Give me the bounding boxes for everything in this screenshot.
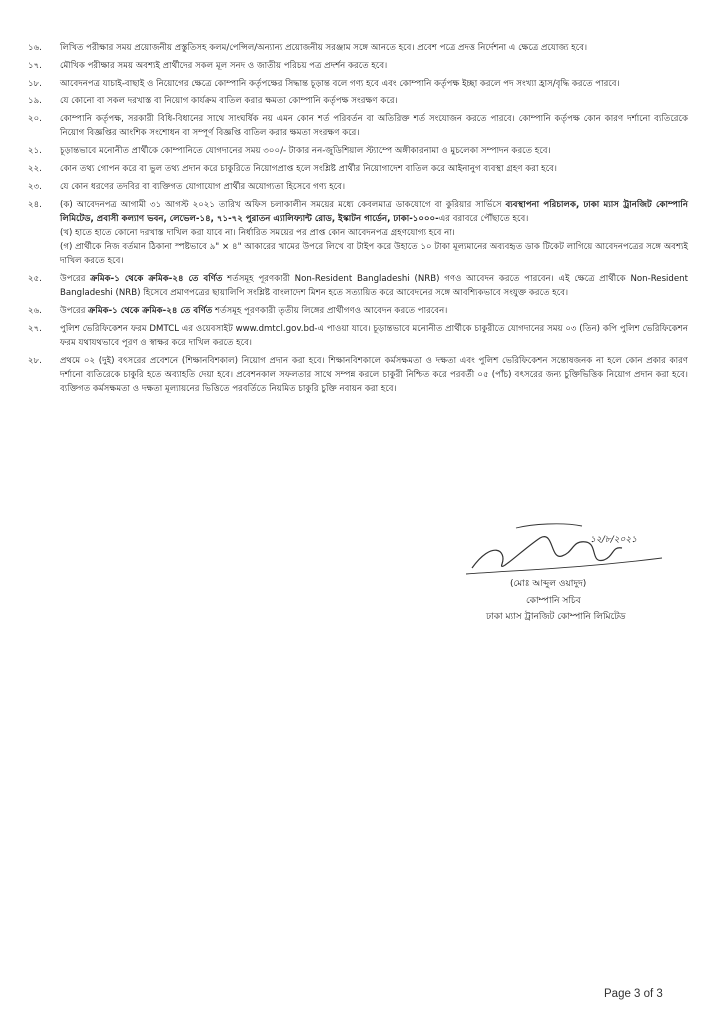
list-item (28, 162, 688, 176)
text-run: আবেদনপত্র যাচাই-বাছাই ও নিয়োগের ক্ষেত্রে কোম্পানি কর্তৃপক্ষের সিদ্ধান্ত চূড়ান্ত বলে গণ্য হবে এবং কোম্পানি কর্তৃপক্ষ ইচ্ছা করলে পদ সংখ্যা হ্রাস/বৃদ্ধি করতে পারবে। (60, 78, 620, 89)
list-item (28, 41, 688, 55)
item-text (60, 41, 688, 55)
text-run: উপরের (60, 306, 89, 317)
text-run: (ক) আবেদনপত্র আগামী ৩১ আগস্ট ২০২১ তারিখ অফিস চলাকালীন সময়ের মধ্যে কেবলমাত্র ডাকযোগে বা কুরিয়ার সার্ভিসে (60, 199, 506, 210)
list-item (28, 322, 688, 350)
item-number: ২৪. (28, 199, 42, 210)
signatory-title: কোম্পানি সচিব (526, 596, 581, 606)
item-paragraph (60, 304, 688, 318)
item-number: ২০. (28, 114, 42, 125)
list-item (28, 59, 688, 73)
item-text (60, 162, 688, 176)
item-text (60, 77, 688, 91)
item-number: ১৮. (28, 78, 42, 89)
text-run: প্রথমে ০২ (দুই) বৎসরের প্রবেশনে (শিক্ষানবিশকাল) নিয়োগ প্রদান করা হবে। শিক্ষানবিশকালে কর্মসক্ষমতা ও দক্ষতা এবং পুলিশ ভেরিফিকেশন সন্তোষজনক না হলে কোন প্রকার কারণ দর্শানো ব্যতিরেকে চাকুরি হতে অব্যাহতি দেয়া হবে। প্রবেশনকাল সফলতার সাথে সম্পন্ন করলে চাকুরী নিশ্চিত করে পরবর্তী ০৫ (পাঁচ) বৎসরের জন্য চুক্তিভিত্তিক নিয়োগ প্রদান করা হবে। ব্যক্তিগত কর্মসক্ষমতা ও দক্ষতা মূল্যায়নের ভিত্তিতে পরবর্তিতে নিয়মিত চাকুরি চুক্তি নবায়ন করা হবে। (60, 355, 688, 395)
signatory-name: (মোঃ আব্দুল ওয়াদুদ) (510, 579, 587, 589)
text-run: মৌখিক পরীক্ষার সময় অবশ্যই প্রার্থীদের সকল মূল সনদ ও জাতীয় পরিচয় পত্র প্রদর্শন করতে হবে। (60, 60, 388, 71)
text-run: উপরের (60, 274, 91, 285)
bold-text: ক্রমিক-১ থেকে ক্রমিক-২৪ তে বর্ণিত (88, 306, 213, 317)
item-paragraph (60, 162, 688, 176)
item-paragraph (60, 322, 688, 350)
item-number: ২২. (28, 163, 42, 174)
item-paragraph (60, 59, 688, 73)
item-text (60, 198, 688, 269)
item-number: ২১. (28, 146, 42, 157)
text-run: যে কোন ধরণের তদবির বা ব্যক্তিগত যোগাযোগ প্রার্থীর অযোগ্যতা হিসেবে গণ্য হবে। (60, 181, 346, 192)
item-paragraph (60, 112, 688, 140)
list-item (28, 198, 688, 269)
signature-date: ১২/৮/২০২১ (590, 535, 637, 545)
handwritten-signature-icon (462, 520, 692, 580)
item-text (60, 322, 688, 350)
text-run: চূড়ান্তভাবে মনোনীত প্রার্থীকে কোম্পানিতে যোগদানের সময় ৩০০/- টাকার নন-জুডিশিয়াল স্ট্যাম্পে অঙ্গীকারনামা ও মুচলেকা সম্পাদন করতে হবে। (60, 146, 551, 157)
item-paragraph (60, 94, 688, 108)
item-number: ১৯. (28, 96, 42, 107)
item-paragraph (60, 198, 688, 226)
item-paragraph (60, 226, 688, 240)
text-run: লিখিত পরীক্ষার সময় প্রয়োজনীয় প্রস্তুতিসহ কলম/পেন্সিল/অন্যান্য প্রয়োজনীয় সরঞ্জাম সঙ্গে আনতে হবে। প্রবেশ পত্রে প্রদত্ত নির্দেশনা এ ক্ষেত্রে প্রযোজ্য হবে। (60, 43, 588, 53)
item-paragraph (60, 240, 688, 268)
item-number: ২৩. (28, 181, 42, 192)
text-run: (খ) হাতে হাতে কোনো দরখাস্ত দাখিল করা যাবে না। নির্ধারিত সময়ের পর প্রাপ্ত কোন আবেদনপত্র গ্রহণযোগ্য হবে না। (60, 227, 455, 238)
item-paragraph (60, 180, 688, 194)
bold-text: ব্যবস্থাপনা পরিচালক, ঢাকা ম্যাস ট্রানজিট কোম্পানি লিমিটেড, প্রবাসী কল্যাণ ভবন, লেভেল-১৪, ৭১-৭২ পুরাতন এ্যালিফ্যান্ট রোড, ইস্কাটন গার্ডেন, ঢাকা-১০০০- (60, 199, 689, 224)
item-text (60, 180, 688, 194)
item-text (60, 354, 688, 397)
list-item (28, 112, 688, 140)
item-paragraph (60, 41, 688, 55)
text-run: যে কোনো বা সকল দরখাস্ত বা নিয়োগ কার্যক্রম বাতিল করার ক্ষমতা কোম্পানি কর্তৃপক্ষ সংরক্ষণ করে। (60, 96, 398, 107)
item-number: ২৬. (28, 306, 42, 317)
item-number: ১৭. (28, 60, 42, 71)
text-run: এর বরাবরে পৌঁছাতে হবে। (438, 213, 529, 224)
list-item (28, 354, 688, 397)
item-text (60, 304, 688, 318)
text-run: কোম্পানি কর্তৃপক্ষ, সরকারী বিধি-বিধানের সাথে সাংঘর্ষিক নয় এমন কোন শর্ত পরিবর্তন বা অতিরিক্ত শর্ত সংযোজন করতে পারবে। কোম্পানি কর্তৃপক্ষ কোন কারণ দর্শানো ব্যতিরেকে নিয়োগ বিজ্ঞপ্তির আংশিক সংশোধন বা সম্পূর্ণ বিজ্ঞপ্তি বাতিল করার ক্ষমতা সংরক্ষণ করে। (60, 114, 688, 139)
item-number: ১৬. (28, 43, 42, 53)
signature-block (440, 520, 690, 620)
conditions-list (28, 41, 688, 400)
text-run: শর্তসমূহ পূরণকারী Non-Resident Bangladeshi (NRB) গণও আবেদন করতে পারবেন। এই ক্ষেত্রে প্রার্থীকে Non-Resident Bangladeshi (NRB) হিসেবে প্রমাণপত্রের ছায়ালিপি সংশ্লিষ্ট বাংলাদেশ মিশন হতে সত্যায়িত করে আবেদনের সঙ্গে আবশ্যিকভাবে সংযুক্ত করতে হবে। (60, 274, 688, 299)
page-number: Page 3 of 3 (604, 988, 663, 1000)
item-text (60, 94, 688, 108)
item-paragraph (60, 77, 688, 91)
list-item (28, 304, 688, 318)
text-run: (গ) প্রার্থীকে নিজ বর্তমান ঠিকানা স্পষ্টভাবে ৯" × ৪" আকারের খামের উপরে লিখে বা টাইপ করে উহাতে ১০ টাকা মূল্যমানের অব্যবহৃত ডাক টিকেট লাগিয়ে আবেদনপত্রের সঙ্গে অবশ্যই দাখিল করতে হবে। (60, 242, 688, 267)
item-text (60, 144, 688, 158)
list-item (28, 144, 688, 158)
text-run: পুলিশ ভেরিফিকেশন ফরম DMTCL এর ওয়েবসাইট www.dmtcl.gov.bd-এ পাওয়া যাবে। চূড়ান্তভাবে মনোনীত প্রার্থীকে চাকুরীতে যোগদানের সময় ০৩ (তিন) কপি পুলিশ ভেরিফিকেশন ফরম যথাযথভাবে পূরণ ও স্বাক্ষর করে দাখিল করতে হবে। (60, 323, 688, 349)
item-paragraph (60, 144, 688, 158)
item-text (60, 59, 688, 73)
list-item (28, 94, 688, 108)
item-text (60, 112, 688, 140)
text-run: কোন তথ্য গোপন করে বা ভুল তথ্য প্রদান করে চাকুরিতে নিয়োগপ্রাপ্ত হলে সংশ্লিষ্ট প্রার্থীর নিয়োগাদেশ বাতিল করে আইনানুগ ব্যবস্থা গ্রহণ করা হবে। (60, 163, 558, 174)
list-item (28, 77, 688, 91)
signatory-company: ঢাকা ম্যাস ট্রানজিট কোম্পানি লিমিটেড (486, 612, 626, 622)
item-text (60, 272, 688, 300)
item-paragraph (60, 354, 688, 397)
item-number: ২৮. (28, 355, 42, 366)
bold-text: ক্রমিক-১ থেকে ক্রমিক-২৪ তে বর্ণিত (90, 274, 223, 285)
text-run: শর্তসমূহ পূরণকারী তৃতীয় লিঙ্গের প্রার্থীগণও আবেদন করতে পারবেন। (212, 306, 448, 317)
item-number: ২৭. (28, 323, 42, 334)
item-paragraph (60, 272, 688, 300)
list-item (28, 272, 688, 300)
list-item (28, 180, 688, 194)
item-number: ২৫. (28, 274, 42, 285)
